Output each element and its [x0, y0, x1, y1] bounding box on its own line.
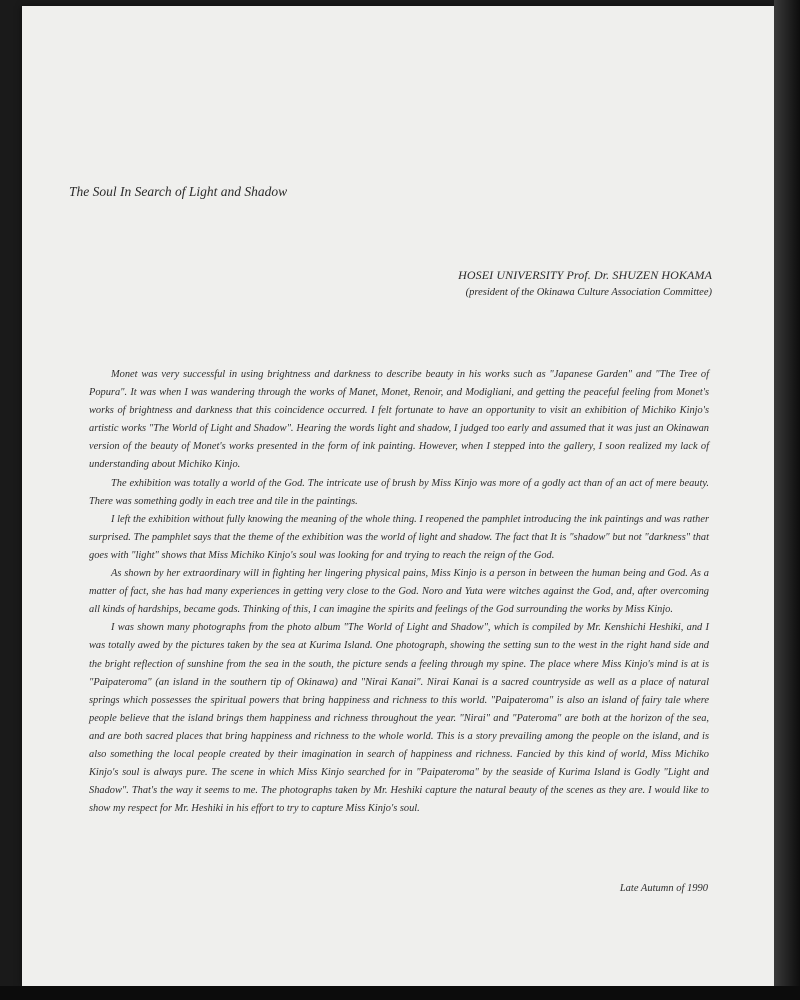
signoff-date: Late Autumn of 1990 [619, 883, 708, 894]
book-page [22, 6, 774, 986]
paragraph: I left the exhibition without fully knowing the meaning of the whole thing. I reopened the pamphlet introducing the ink paintings and was rather surprised. The pamphlet says that the theme of the exhibition was the world of light and shadow. The fact that It is "shadow" but not "darkness" that goes with "light" shows that Miss Michiko Kinjo's soul was looking for and trying to reach the reign of the God. [89, 513, 709, 561]
paragraph: As shown by her extraordinary will in fighting her lingering physical pains, Miss Kinjo is a person in between the human being and God. As a matter of fact, she has had many experiences in getting very close to the God. Noro and Yuta were witches against the God, and, after overcoming all kinds of hardships, became gods. Thinking of this, I can imagine the spirits and feelings of the God surrounding the works by Miss Kinjo. [89, 568, 709, 616]
author-name: HOSEI UNIVERSITY Prof. Dr. SHUZEN HOKAMA [458, 268, 712, 282]
essay-title: The Soul In Search of Light and Shadow [69, 184, 288, 199]
essay-body [89, 366, 709, 818]
author-block [458, 266, 712, 302]
paragraph: The exhibition was totally a world of the God. The intricate use of brush by Miss Kinjo was more of a godly act than of an act of mere beauty. There was something godly in each tree and tile in the paintings. [89, 477, 709, 507]
paragraph: I was shown many photographs from the photo album "The World of Light and Shadow", which is compiled by Mr. Kenshichi Heshiki, and I was totally awed by the pictures taken by the sea at Kurima Island. One photograph, showing the setting sun to the west in the right hand side and the bright reflection of sunshine from the sea in the south, the picture sends a feeling through my spine. The place where Miss Kinjo's mind is at is "Paipateroma" (an island in the southern tip of Okinawa) and "Nirai Kanai". Nirai Kanai is a sacred countryside as well as a place of natural springs which possesses the spiritual powers that bring happiness and richness to this world. "Paipateroma" is also an island of fairy tale where people believe that the island brings them happiness and richness throughout the year. "Nirai" and "Pateroma" are both at the horizon of the sea, and are both sacred places that bring happiness and richness to the whole world. This is a story prevailing among the people on the island, and is also something the local people created by their imagination in search of happiness and richness. Fancied by this kind of world, Miss Michiko Kinjo's soul is always pure. The scene in which Miss Kinjo searched for in "Paipateroma" by the seaside of Kurima Island is Godly "Light and Shadow". That's the way it seems to me. The photographs taken by Mr. Heshiki capture the natural beauty of the scenes as they are. I would like to show my respect for Mr. Heshiki in his effort to try to capture Miss Kinjo's soul. [89, 622, 709, 815]
author-role: (president of the Okinawa Culture Association Committee) [465, 287, 712, 298]
background-surface [0, 986, 800, 1000]
paragraph: Monet was very successful in using brightness and darkness to describe beauty in his works such as "Japanese Garden" and "The Tree of Popura". It was when I was wandering through the works of Manet, Monet, Renoir, and Modigliani, and getting the peaceful feeling from Monet's works of brightness and darkness that this coincidence occurred. I felt fortunate to have an opportunity to visit an exhibition of Michiko Kinjo's artistic works "The World of Light and Shadow". Hearing the words light and shadow, I judged too early and assumed that it was just an Okinawan version of the beauty of Monet's works presented in the form of ink painting. However, when I stepped into the gallery, I soon realized my lack of understanding about Michiko Kinjo. [89, 369, 709, 471]
book-edge [774, 0, 800, 1000]
